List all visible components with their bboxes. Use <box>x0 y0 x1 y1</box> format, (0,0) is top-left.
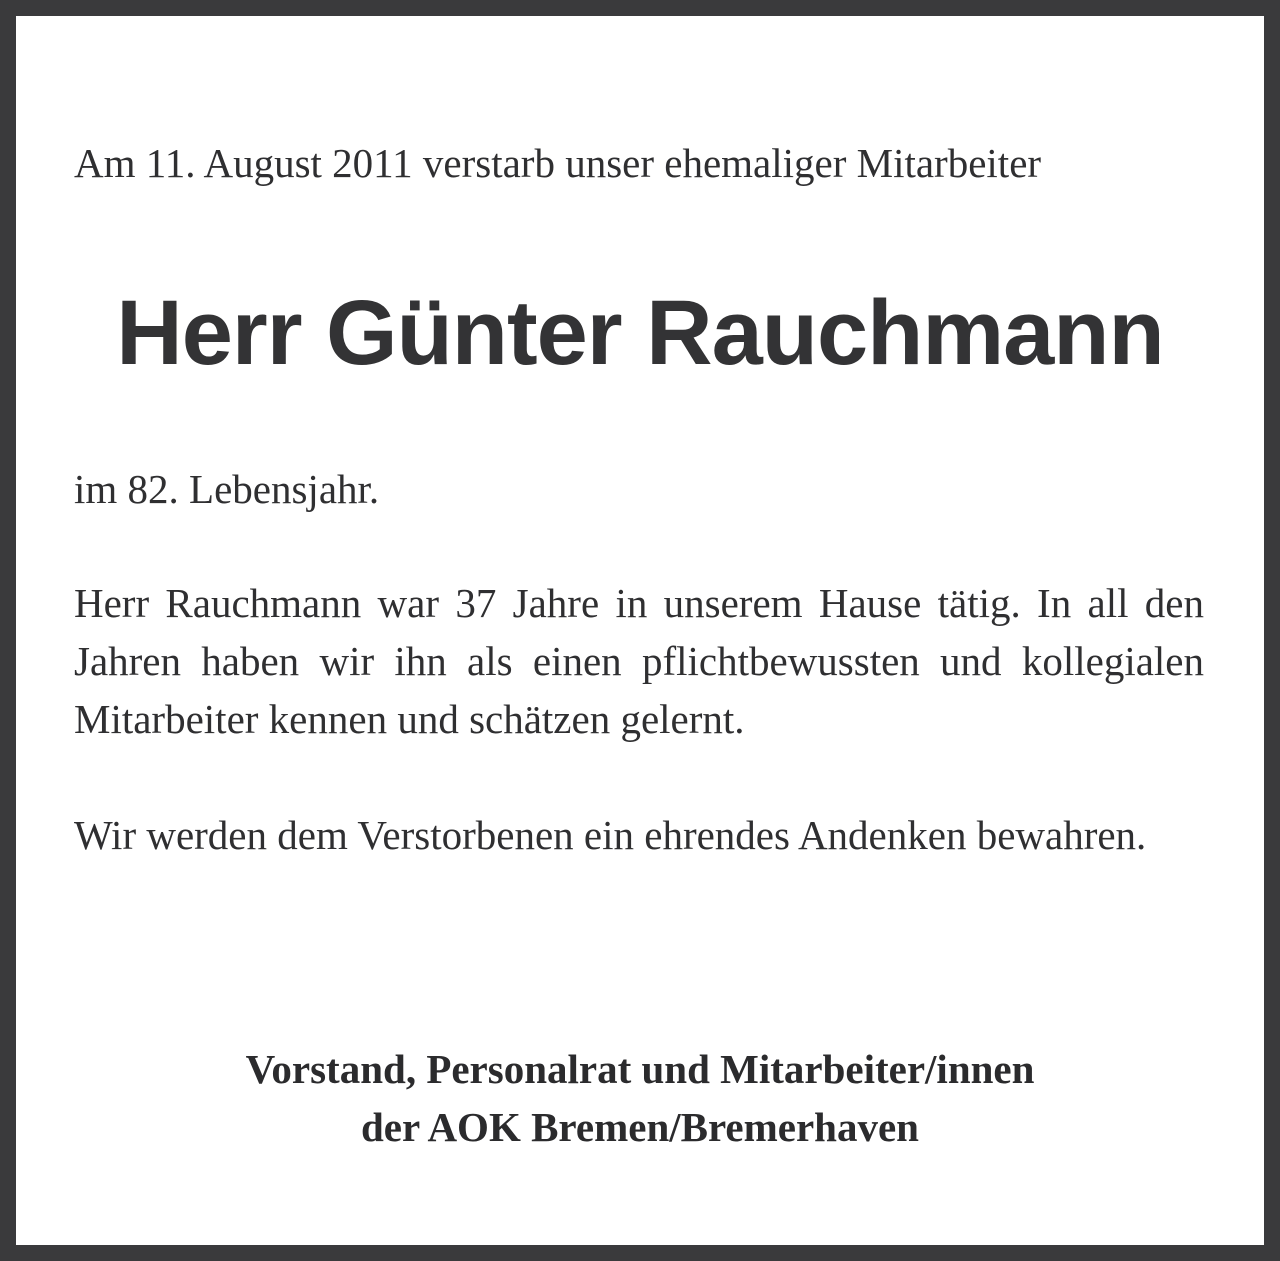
tribute-paragraph: Herr Rauchmann war 37 Jahre in unserem Hause tätig. In all den Jahren haben wir ihn als einen pflichtbewussten und kollegialen Mitarbeiter kennen und schätzen gelernt. <box>74 580 1204 742</box>
remembrance-paragraph: Wir werden dem Verstorbenen ein ehrendes Andenken bewahren. <box>74 812 1147 858</box>
deceased-name: Herr Günter Rauchmann <box>116 282 1164 384</box>
signature-block <box>16 1040 1264 1156</box>
age-line: im 82. Lebensjahr. <box>74 466 380 512</box>
signature-line-2: der AOK Bremen/Bremerhaven <box>361 1104 919 1150</box>
signature-line-1: Vorstand, Personalrat und Mitarbeiter/innen <box>245 1046 1035 1092</box>
intro-line: Am 11. August 2011 verstarb unser ehemaliger Mitarbeiter <box>74 140 1042 186</box>
